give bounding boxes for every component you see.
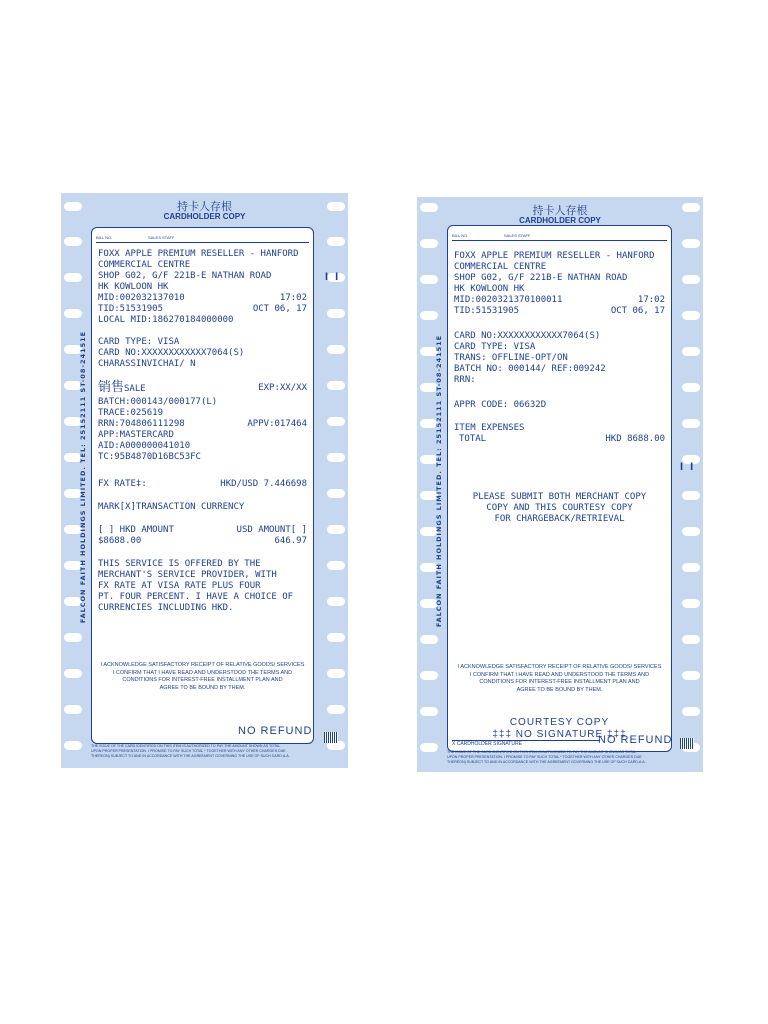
currency-mark-line: MARK[X]TRANSACTION CURRENCY bbox=[98, 502, 245, 512]
acknowledgement-line: AGREE TO BE BOUND BY THEM. bbox=[516, 686, 603, 693]
fx-rate-label: FX RATE‡: bbox=[98, 479, 147, 489]
barcode-icon bbox=[324, 732, 338, 743]
date-value: OCT 06, 17 bbox=[610, 306, 665, 316]
approval-code-line: APPR CODE: 06632D bbox=[454, 400, 547, 410]
acknowledgement-line: I CONFIRM THAT I HAVE READ AND UNDERSTOOD THE TERMS AND bbox=[469, 671, 650, 678]
fine-print-line: UPON PROPER PRESENTATION. I PROMISE TO PAY SUCH TOTAL * TOGETHER WITH ANY OTHER CHARGES DUE bbox=[91, 748, 286, 753]
fine-print bbox=[447, 750, 646, 764]
submit-line bbox=[454, 513, 665, 525]
disclosure-line: MERCHANT'S SERVICE PROVIDER, WITH bbox=[98, 570, 277, 580]
card-number-line: CARD NO:XXXXXXXXXXXX7064(S) bbox=[454, 331, 601, 341]
card-type-line: CARD TYPE: VISA bbox=[98, 337, 180, 347]
no-signature-label: ‡‡‡ NO SIGNATURE ‡‡‡ bbox=[492, 729, 627, 740]
acknowledgement-line: AGREE TO BE BOUND BY THEM. bbox=[159, 684, 246, 691]
cardholder-signature-label: X CARDHOLDER SIGNATURE bbox=[452, 741, 522, 747]
trace-line: TRACE:025619 bbox=[98, 408, 164, 418]
sales-staff-label: SALES STAFF bbox=[504, 233, 531, 238]
perforation-hole bbox=[327, 633, 345, 642]
courtesy-copy-label: COURTESY COPY bbox=[509, 717, 610, 728]
transaction-line: TRANS: OFFLINE-OPT/ON bbox=[454, 353, 568, 363]
merchant-name-line: COMMERCIAL CENTRE bbox=[454, 262, 547, 272]
submit-text: PLEASE SUBMIT BOTH MERCHANT COPY bbox=[472, 492, 647, 502]
perforation-hole bbox=[327, 345, 345, 354]
local-mid-line: LOCAL MID:186270184000000 bbox=[98, 315, 234, 325]
fx-rate-line bbox=[98, 478, 307, 490]
perforation-hole bbox=[327, 705, 345, 714]
sales-staff-label: SALES STAFF bbox=[148, 235, 175, 240]
cardholder-name-line: CHARASSINVICHAI/ N bbox=[98, 359, 196, 369]
bill-no-label: BILL NO. bbox=[96, 235, 113, 240]
disclosure-line: PT. FOUR PERCENT. I HAVE A CHOICE OF bbox=[98, 592, 294, 602]
registration-marks: I I bbox=[325, 271, 341, 283]
merchant-name-line: FOXX APPLE PREMIUM RESELLER - HANFORD bbox=[454, 251, 655, 261]
acknowledgement-line: I ACKNOWLEDGE SATISFACTORY RECEIPT OF RELATIVE GOODS/ SERVICES bbox=[457, 664, 662, 670]
perforation-hole bbox=[682, 491, 700, 500]
acknowledgement-line: CONDITIONS FOR INTEREST-FREE INSTALLMENT PLAN AND bbox=[479, 679, 640, 685]
no-refund-label: NO REFUND bbox=[598, 734, 673, 746]
registration-marks: I I bbox=[680, 461, 696, 473]
rrn-line: RRN: bbox=[454, 375, 476, 385]
receipt-slip-cardholder-copy-a bbox=[61, 193, 348, 768]
acknowledgement-line: I CONFIRM THAT I HAVE READ AND UNDERSTOOD THE TERMS AND bbox=[112, 669, 293, 676]
mid-value: MID:002032137010 bbox=[98, 293, 185, 303]
item-line: ITEM EXPENSES bbox=[454, 423, 525, 433]
perforation-hole bbox=[327, 453, 345, 462]
sale-label: SALE bbox=[124, 384, 146, 394]
side-print-text: FALCON FAITH HOLDINGS LIMITED. TEL: 25152111 ST-08-24151E bbox=[79, 330, 87, 624]
perforation-hole bbox=[327, 597, 345, 606]
perforation-hole bbox=[327, 381, 345, 390]
bill-no-label: BILL NO. bbox=[452, 233, 469, 238]
merchant-address-line: HK KOWLOON HK bbox=[98, 282, 169, 292]
perforation-hole bbox=[682, 347, 700, 356]
merchant-name-line: COMMERCIAL CENTRE bbox=[98, 260, 191, 270]
merchant-address-line: SHOP G02, G/F 221B-E NATHAN ROAD bbox=[98, 271, 272, 281]
usd-amount-value: 646.97 bbox=[274, 536, 307, 546]
perforation-hole bbox=[327, 525, 345, 534]
perforation-hole bbox=[327, 417, 345, 426]
fine-print-line: THE ISSUE OF THE CARD IDENTIFIED ON THIS ITEM IS AUTHORIZED TO PAY THE AMOUNT SHOWN AS TOTAL bbox=[447, 750, 637, 754]
mid-value: MID:0020321370100011 bbox=[454, 295, 563, 305]
batch-line: BATCH NO: 000144/ REF:009242 bbox=[454, 364, 606, 374]
tid-value: TID:51531905 bbox=[98, 304, 164, 314]
english-title: CARDHOLDER COPY bbox=[519, 216, 601, 225]
submit-text: COPY AND THIS COURTESY COPY bbox=[486, 503, 633, 513]
perforation-hole bbox=[682, 239, 700, 248]
perforation-hole bbox=[327, 237, 345, 246]
merchant-name-line: FOXX APPLE PREMIUM RESELLER - HANFORD bbox=[98, 249, 299, 259]
fine-print-line: THEREON) SUBJECT TO AND IN ACCORDANCE WITH THE AGREEMENT GOVERNING THE USE OF SUCH CARD.A.A. bbox=[91, 753, 290, 758]
merchant-address-line: SHOP G02, G/F 221B-E NATHAN ROAD bbox=[454, 273, 628, 283]
perforation-hole bbox=[682, 419, 700, 428]
perforation-hole bbox=[682, 635, 700, 644]
fine-print bbox=[91, 744, 290, 758]
fx-rate-value: HKD/USD 7.446698 bbox=[220, 479, 307, 489]
total-label: TOTAL bbox=[459, 434, 487, 444]
perforation-hole bbox=[327, 561, 345, 570]
chinese-title: 持卡人存根 bbox=[532, 204, 588, 217]
perforation-hole bbox=[682, 671, 700, 680]
perforation-hole bbox=[682, 599, 700, 608]
acknowledgement-line: CONDITIONS FOR INTEREST-FREE INSTALLMENT PLAN AND bbox=[122, 677, 283, 683]
barcode-icon bbox=[680, 738, 694, 749]
bill-header-rule bbox=[96, 242, 309, 243]
merchant-address-line: HK KOWLOON HK bbox=[454, 284, 525, 294]
perforation-hole bbox=[327, 309, 345, 318]
receipt-paper bbox=[91, 227, 314, 744]
hkd-amount-value: $8688.00 bbox=[98, 536, 142, 546]
time-value: 17:02 bbox=[637, 295, 665, 305]
sale-chinese-label: 销售 bbox=[98, 380, 125, 395]
perforation-hole bbox=[682, 311, 700, 320]
receipt-paper bbox=[447, 225, 672, 752]
perforation-hole bbox=[682, 275, 700, 284]
usd-amount-label: USD AMOUNT[ ] bbox=[236, 525, 307, 535]
perforation-hole bbox=[327, 489, 345, 498]
perforation-hole bbox=[682, 527, 700, 536]
amount-values-line bbox=[98, 535, 307, 547]
total-value: HKD 8688.00 bbox=[605, 434, 665, 444]
tid-line bbox=[454, 305, 665, 317]
perforation-hole bbox=[682, 383, 700, 392]
perforation-hole bbox=[682, 707, 700, 716]
bill-header bbox=[96, 233, 309, 243]
card-type-line: CARD TYPE: VISA bbox=[454, 342, 536, 352]
acknowledgement-text bbox=[96, 662, 309, 692]
aid-line: AID:A000000041010 bbox=[98, 441, 191, 451]
no-refund-label: NO REFUND bbox=[238, 725, 313, 737]
tc-line: TC:95B4870D16BC53FC bbox=[98, 452, 201, 462]
tid-value: TID:51531905 bbox=[454, 306, 520, 316]
english-title: CARDHOLDER COPY bbox=[163, 212, 246, 221]
time-value: 17:02 bbox=[279, 293, 307, 303]
perforation-hole bbox=[327, 669, 345, 678]
hkd-amount-label: [ ] HKD AMOUNT bbox=[98, 525, 174, 535]
receipt-slip-cardholder-copy-b bbox=[417, 197, 703, 772]
total-line bbox=[454, 433, 665, 445]
side-print-text: FALCON FAITH HOLDINGS LIMITED. TEL: 25152111 ST-08-24151E bbox=[435, 334, 443, 628]
bill-header bbox=[452, 231, 667, 241]
date-value: OCT 06, 17 bbox=[252, 304, 307, 314]
fine-print-line: THEREON) SUBJECT TO AND IN ACCORDANCE WITH THE AGREEMENT GOVERNING THE USE OF SUCH CARD.A.A. bbox=[447, 759, 646, 764]
fine-print-line: UPON PROPER PRESENTATION. I PROMISE TO PAY SUCH TOTAL * TOGETHER WITH ANY OTHER CHARGES DUE bbox=[447, 754, 642, 759]
fine-print-line: THE ISSUE OF THE CARD IDENTIFIED ON THIS ITEM IS AUTHORIZED TO PAY THE AMOUNT SHOWN AS TOTAL bbox=[91, 744, 281, 748]
chinese-title: 持卡人存根 bbox=[177, 200, 232, 213]
bill-header-rule bbox=[452, 240, 667, 241]
expiry-value: EXP:XX/XX bbox=[258, 383, 307, 393]
perforation-hole bbox=[682, 563, 700, 572]
disclosure-line: CURRENCIES INCLUDING HKD. bbox=[98, 603, 234, 613]
card-number-line: CARD NO:XXXXXXXXXXXX7064(S) bbox=[98, 348, 245, 358]
disclosure-line: FX RATE AT VISA RATE PLUS FOUR bbox=[98, 581, 261, 591]
batch-line: BATCH:000143/000177(L) bbox=[98, 397, 218, 407]
perforation-strip-right bbox=[679, 197, 703, 772]
acknowledgement-text bbox=[452, 664, 667, 694]
app-line: APP:MASTERCARD bbox=[98, 430, 174, 440]
submit-text: FOR CHARGEBACK/RETRIEVAL bbox=[494, 514, 625, 524]
approval-value: APPV:017464 bbox=[247, 419, 307, 429]
rrn-value: RRN:704806111298 bbox=[98, 419, 185, 429]
sale-line bbox=[98, 380, 307, 396]
disclosure-line: THIS SERVICE IS OFFERED BY THE bbox=[98, 559, 261, 569]
acknowledgement-line: I ACKNOWLEDGE SATISFACTORY RECEIPT OF RELATIVE GOODS/ SERVICES bbox=[100, 662, 305, 668]
